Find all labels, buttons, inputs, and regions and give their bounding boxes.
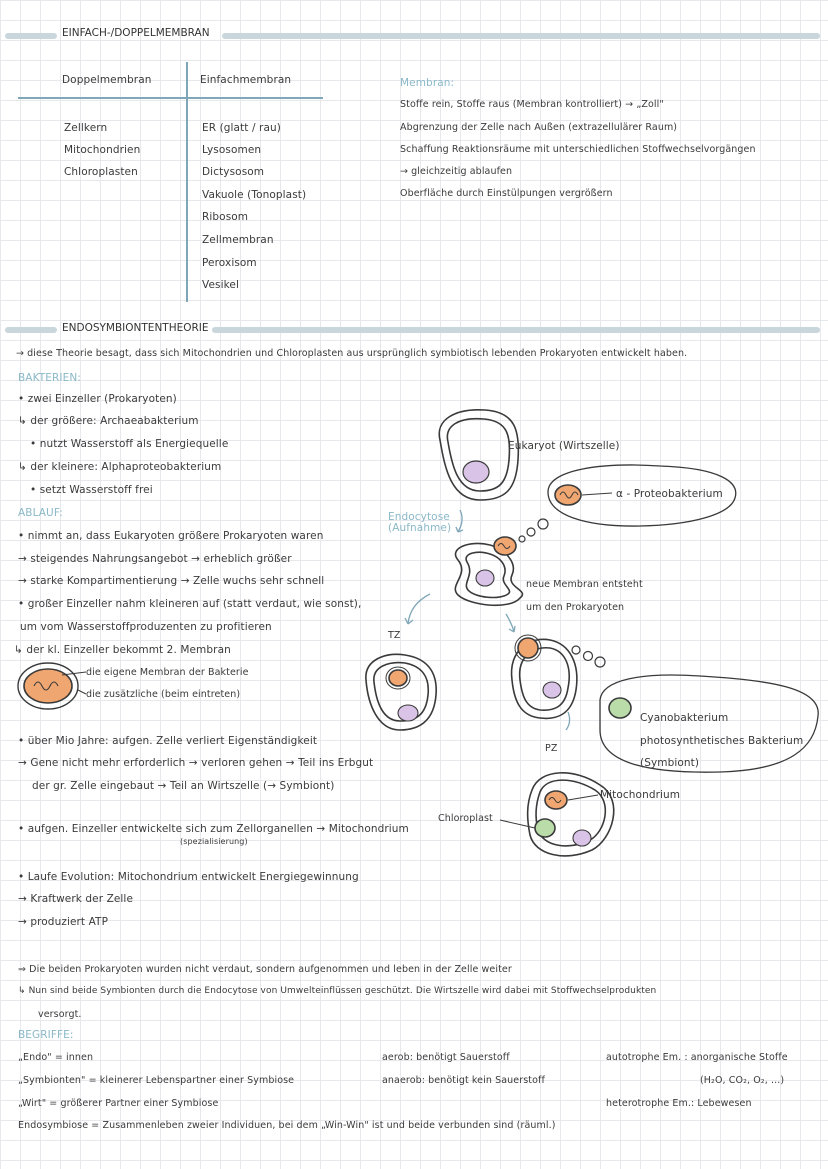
bakterien-line: • setzt Wasserstoff frei — [30, 484, 153, 496]
single-item: Ribosom — [202, 211, 249, 223]
header-bar-left-2 — [5, 327, 57, 333]
label-chloroplast: Chloroplast — [438, 813, 493, 824]
membran-point: Stoffe rein, Stoffe raus (Membran kontrolliert) → „Zoll" — [400, 99, 664, 110]
double-item: Zellkern — [64, 122, 108, 134]
label-neue-membran-1: neue Membran entsteht — [526, 579, 643, 590]
ablauf-line: → starke Kompartimentierung → Zelle wuchs sehr schnell — [18, 575, 325, 587]
left-mito-icon — [18, 663, 86, 709]
label-alpha: α - Proteobakterium — [616, 488, 723, 500]
ablauf-line: • nimmt an, dass Eukaryoten größere Prokaryoten waren — [18, 530, 324, 542]
label-cyano-3: (Symbiont) — [640, 757, 700, 769]
ablauf-line: • großer Einzeller nahm kleineren auf (statt verdaut, wie sonst), — [18, 598, 362, 610]
organelle-sub: (spezialisierung) — [180, 837, 248, 846]
term-autotroph: autotrophe Em. : anorganische Stoffe — [606, 1052, 788, 1063]
tz-cell — [366, 654, 436, 730]
term-endo: „Endo" = innen — [18, 1052, 94, 1063]
header-bar-right — [222, 33, 820, 39]
membran-point: Schaffung Reaktionsräume mit unterschiedlichen Stoffwechselvorgängen — [400, 144, 756, 155]
ablauf-line: ↳ der kl. Einzeller bekommt 2. Membran — [14, 644, 231, 656]
engulfing-cell — [455, 543, 522, 605]
membran-point: Abgrenzung der Zelle nach Außen (extrazellulärer Raum) — [400, 122, 678, 133]
col-header-single: Einfachmembran — [200, 74, 292, 86]
begriffe-label: BEGRIFFE: — [18, 1029, 74, 1041]
term-wirt: „Wirt" = größerer Partner einer Symbiose — [18, 1098, 219, 1109]
alpha-mito-icon — [555, 485, 581, 505]
label-aufnahme: (Aufnahme) — [388, 522, 452, 534]
final-cell — [528, 773, 614, 856]
term-anaerob: anaerob: benötigt kein Sauerstoff — [382, 1075, 545, 1086]
double-item: Mitochondrien — [64, 144, 141, 156]
header-bar-right-2 — [212, 327, 820, 333]
table-horizontal-rule — [18, 97, 323, 99]
section-title-membran: EINFACH-/DOPPELMEMBRAN — [62, 27, 210, 39]
single-item: ER (glatt / rau) — [202, 122, 281, 134]
label-eukaryot: Eukaryot (Wirtszelle) — [508, 440, 620, 452]
table-vertical-rule — [186, 62, 188, 302]
single-item: Vakuole (Tonoplast) — [202, 189, 307, 201]
mito-annotation: die zusätzliche (beim eintreten) — [86, 689, 241, 700]
single-item: Zellmembran — [202, 234, 274, 246]
ablauf-line: um vom Wasserstoffproduzenten zu profitieren — [20, 621, 272, 633]
membran-point: Oberfläche durch Einstülpungen vergrößern — [400, 188, 613, 199]
ablauf-label: ABLAUF: — [18, 507, 63, 519]
single-item: Peroxisom — [202, 257, 257, 269]
nucleus — [463, 461, 489, 483]
term-autotroph-sub: (H₂O, CO₂, O₂, ...) — [700, 1075, 785, 1086]
label-endocytose: Endocytose — [388, 511, 450, 523]
evolution-line: → produziert ATP — [18, 916, 109, 928]
bakterien-line: ↳ der kleinere: Alphaproteobakterium — [18, 461, 222, 473]
bakterien-label: BAKTERIEN: — [18, 372, 81, 384]
pz-cell-pre — [512, 639, 577, 718]
bakterien-line: • zwei Einzeller (Prokaryoten) — [18, 393, 177, 405]
single-item: Lysosomen — [202, 144, 262, 156]
label-cyano-2: photosynthetisches Bakterium — [640, 735, 804, 747]
section-title-endosymbiont: ENDOSYMBIONTENTHEORIE — [62, 322, 209, 334]
conclusion-3: versorgt. — [38, 1009, 82, 1020]
double-item: Chloroplasten — [64, 166, 138, 178]
label-tz: TZ — [388, 630, 401, 641]
label-pz: PZ — [545, 743, 558, 754]
membran-label: Membran: — [400, 77, 455, 89]
cyano-icon — [609, 698, 631, 718]
label-neue-membran-2: um den Prokaryoten — [526, 602, 625, 613]
col-header-double: Doppelmembran — [62, 74, 152, 86]
single-item: Vesikel — [202, 279, 239, 291]
conclusion-1: ⇒ Die beiden Prokaryoten wurden nicht verdaut, sondern aufgenommen und leben in der Zelle weiter — [18, 964, 512, 975]
organelle-line: • aufgen. Einzeller entwickelte sich zum Zellorganellen → Mitochondrium — [18, 823, 409, 835]
term-endosymbiose: Endosymbiose = Zusammenleben zweier Individuen, bei dem „Win-Win" ist und beide verbunden sind (räuml.) — [18, 1120, 556, 1131]
host-cell — [439, 410, 518, 500]
term-aerob: aerob: benötigt Sauerstoff — [382, 1052, 510, 1063]
evolution-line: • Laufe Evolution: Mitochondrium entwickelt Energiegewinnung — [18, 871, 359, 883]
term-symbionten: „Symbionten" = kleinerer Lebenspartner einer Symbiose — [18, 1075, 295, 1086]
membran-point: → gleichzeitig ablaufen — [400, 166, 513, 177]
single-item: Dictysosom — [202, 166, 265, 178]
later-line: → Gene nicht mehr erforderlich → verloren gehen → Teil ins Erbgut — [18, 757, 374, 769]
intro-text: → diese Theorie besagt, dass sich Mitochondrien und Chloroplasten aus ursprünglich symbiotisch lebenden Prokaryoten entwickelt haben. — [16, 348, 688, 359]
conclusion-2: ↳ Nun sind beide Symbionten durch die Endocytose von Umwelteinflüssen geschützt. Die Wirtszelle wird dabei mit Stoffwechselprodukten — [18, 986, 657, 996]
later-line: • über Mio Jahre: aufgen. Zelle verliert Eigenständigkeit — [18, 735, 318, 747]
bakterien-line: ↳ der größere: Archaeabakterium — [18, 415, 199, 427]
later-line: der gr. Zelle eingebaut → Teil an Wirtszelle (→ Symbiont) — [32, 780, 335, 792]
bakterien-line: • nutzt Wasserstoff als Energiequelle — [30, 438, 229, 450]
label-cyano-1: Cyanobakterium — [640, 712, 729, 724]
term-heterotroph: heterotrophe Em.: Lebewesen — [606, 1098, 752, 1109]
mito-annotation: die eigene Membran der Bakterie — [86, 667, 249, 678]
label-mitochondrium: Mitochondrium — [600, 789, 681, 801]
header-bar-left — [5, 33, 57, 39]
ablauf-line: → steigendes Nahrungsangebot → erheblich größer — [18, 553, 292, 565]
evolution-line: → Kraftwerk der Zelle — [18, 893, 134, 905]
